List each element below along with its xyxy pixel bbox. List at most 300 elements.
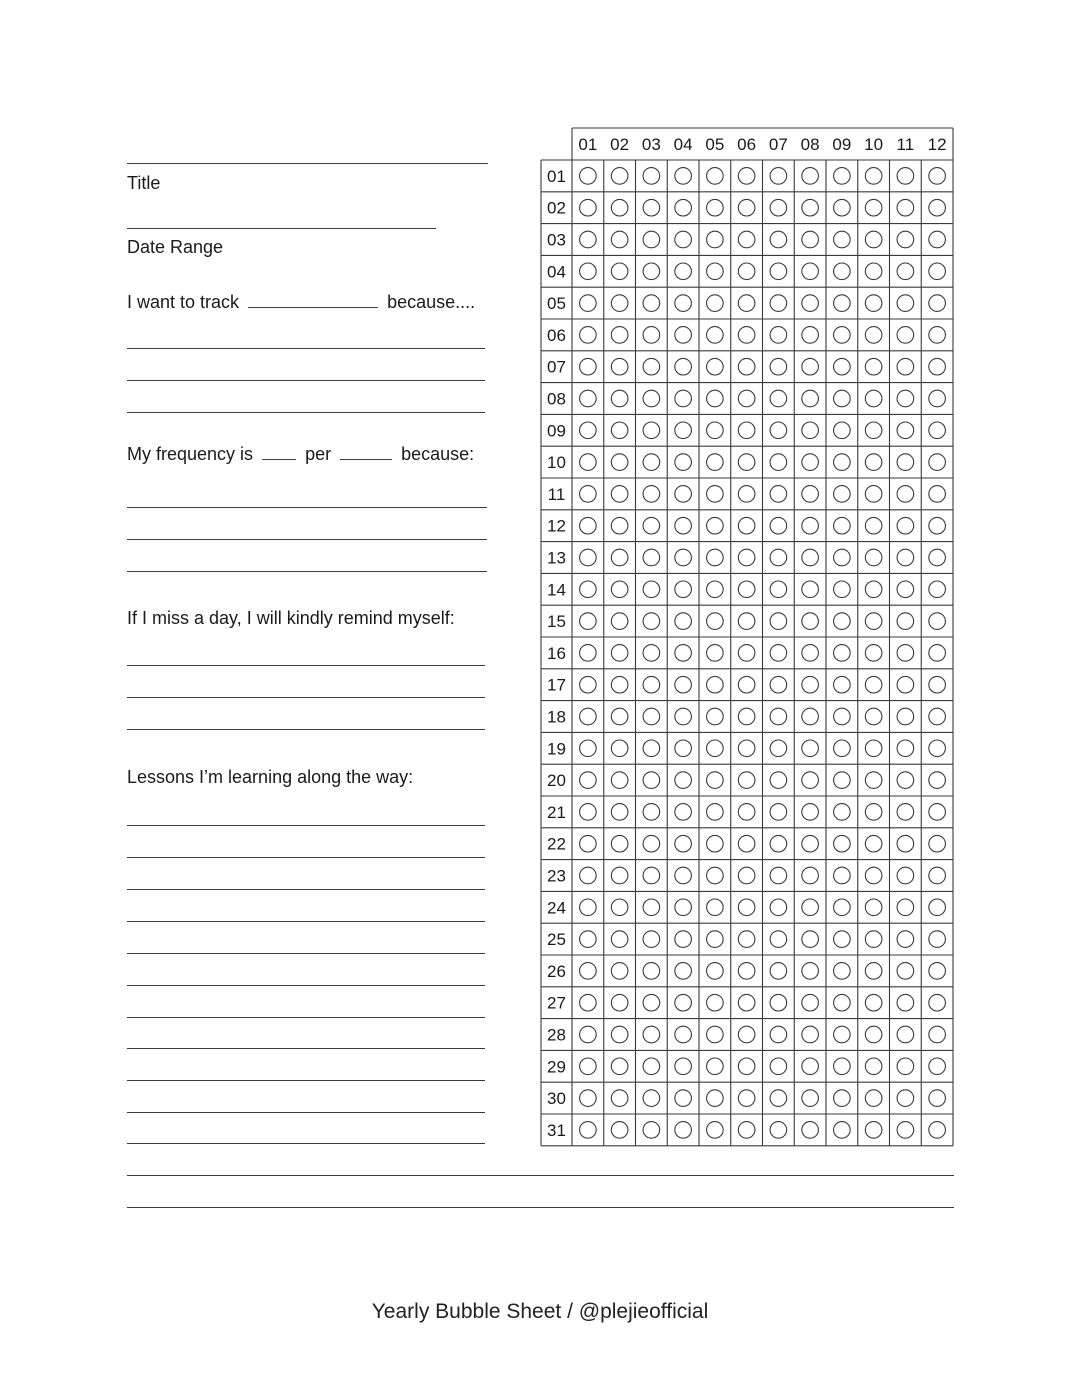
bubble[interactable] xyxy=(643,1090,660,1107)
bubble[interactable] xyxy=(897,199,914,216)
bubble[interactable] xyxy=(707,581,724,598)
bubble[interactable] xyxy=(580,963,597,980)
bubble[interactable] xyxy=(738,422,755,439)
bubble[interactable] xyxy=(929,1122,946,1139)
bubble[interactable] xyxy=(865,613,882,630)
bubble[interactable] xyxy=(675,327,692,344)
bubble[interactable] xyxy=(580,549,597,566)
bubble[interactable] xyxy=(580,1026,597,1043)
bubble[interactable] xyxy=(834,708,851,725)
bubble[interactable] xyxy=(611,199,628,216)
bubble[interactable] xyxy=(834,263,851,280)
bubble[interactable] xyxy=(865,549,882,566)
bubble[interactable] xyxy=(738,517,755,534)
bubble[interactable] xyxy=(770,835,787,852)
bubble[interactable] xyxy=(897,835,914,852)
bubble[interactable] xyxy=(675,517,692,534)
bubble[interactable] xyxy=(707,295,724,312)
bubble[interactable] xyxy=(865,645,882,662)
bubble[interactable] xyxy=(675,613,692,630)
bubble[interactable] xyxy=(707,1090,724,1107)
bubble[interactable] xyxy=(770,263,787,280)
bubble[interactable] xyxy=(707,263,724,280)
bubble[interactable] xyxy=(707,486,724,503)
bubble[interactable] xyxy=(929,231,946,248)
bubble[interactable] xyxy=(643,835,660,852)
bubble[interactable] xyxy=(611,645,628,662)
bubble[interactable] xyxy=(707,835,724,852)
bubble[interactable] xyxy=(580,358,597,375)
bubble[interactable] xyxy=(675,581,692,598)
bubble[interactable] xyxy=(802,295,819,312)
bubble[interactable] xyxy=(897,390,914,407)
bubble[interactable] xyxy=(834,676,851,693)
bubble[interactable] xyxy=(865,708,882,725)
bubble[interactable] xyxy=(675,899,692,916)
bubble[interactable] xyxy=(929,517,946,534)
bubble[interactable] xyxy=(611,327,628,344)
bubble[interactable] xyxy=(611,263,628,280)
bubble[interactable] xyxy=(675,1090,692,1107)
bubble[interactable] xyxy=(770,963,787,980)
bubble[interactable] xyxy=(802,994,819,1011)
bubble[interactable] xyxy=(707,358,724,375)
bubble[interactable] xyxy=(643,1026,660,1043)
bubble[interactable] xyxy=(738,199,755,216)
bubble[interactable] xyxy=(675,994,692,1011)
bubble[interactable] xyxy=(580,422,597,439)
bubble[interactable] xyxy=(611,390,628,407)
bubble[interactable] xyxy=(580,645,597,662)
bubble[interactable] xyxy=(580,486,597,503)
bubble[interactable] xyxy=(865,295,882,312)
bubble[interactable] xyxy=(897,581,914,598)
bubble[interactable] xyxy=(865,835,882,852)
bubble[interactable] xyxy=(802,613,819,630)
bubble[interactable] xyxy=(865,581,882,598)
bubble[interactable] xyxy=(643,295,660,312)
bubble[interactable] xyxy=(707,708,724,725)
bubble[interactable] xyxy=(802,581,819,598)
bubble[interactable] xyxy=(834,963,851,980)
bubble[interactable] xyxy=(675,835,692,852)
bubble[interactable] xyxy=(834,1090,851,1107)
bubble[interactable] xyxy=(611,231,628,248)
bubble[interactable] xyxy=(770,168,787,185)
bubble[interactable] xyxy=(929,454,946,471)
bubble[interactable] xyxy=(865,327,882,344)
bubble[interactable] xyxy=(834,168,851,185)
bubble[interactable] xyxy=(738,931,755,948)
bubble[interactable] xyxy=(675,358,692,375)
bubble[interactable] xyxy=(865,772,882,789)
bubble[interactable] xyxy=(834,199,851,216)
bubble[interactable] xyxy=(643,676,660,693)
bubble[interactable] xyxy=(834,454,851,471)
bubble[interactable] xyxy=(834,390,851,407)
bubble[interactable] xyxy=(770,804,787,821)
bubble[interactable] xyxy=(770,295,787,312)
bubble[interactable] xyxy=(897,486,914,503)
bubble[interactable] xyxy=(770,613,787,630)
bubble[interactable] xyxy=(675,231,692,248)
bubble[interactable] xyxy=(643,263,660,280)
bubble[interactable] xyxy=(580,740,597,757)
bubble[interactable] xyxy=(580,676,597,693)
bubble[interactable] xyxy=(738,327,755,344)
bubble[interactable] xyxy=(802,231,819,248)
bubble[interactable] xyxy=(611,486,628,503)
bubble[interactable] xyxy=(802,804,819,821)
bubble[interactable] xyxy=(865,740,882,757)
bubble[interactable] xyxy=(770,199,787,216)
bubble[interactable] xyxy=(897,231,914,248)
bubble[interactable] xyxy=(929,708,946,725)
bubble[interactable] xyxy=(929,168,946,185)
bubble[interactable] xyxy=(897,963,914,980)
bubble[interactable] xyxy=(643,486,660,503)
bubble[interactable] xyxy=(929,740,946,757)
bubble[interactable] xyxy=(738,1026,755,1043)
bubble[interactable] xyxy=(865,1090,882,1107)
bubble[interactable] xyxy=(675,1026,692,1043)
bubble[interactable] xyxy=(770,676,787,693)
bubble[interactable] xyxy=(738,740,755,757)
bubble[interactable] xyxy=(802,899,819,916)
bubble[interactable] xyxy=(770,231,787,248)
bubble[interactable] xyxy=(580,835,597,852)
bubble[interactable] xyxy=(738,708,755,725)
bubble[interactable] xyxy=(770,740,787,757)
bubble[interactable] xyxy=(643,168,660,185)
bubble[interactable] xyxy=(929,549,946,566)
bubble[interactable] xyxy=(897,994,914,1011)
bubble[interactable] xyxy=(611,1090,628,1107)
bubble[interactable] xyxy=(643,1058,660,1075)
bubble[interactable] xyxy=(865,1122,882,1139)
bubble[interactable] xyxy=(834,931,851,948)
bubble[interactable] xyxy=(580,1122,597,1139)
bubble[interactable] xyxy=(611,740,628,757)
bubble[interactable] xyxy=(580,613,597,630)
bubble[interactable] xyxy=(580,168,597,185)
bubble[interactable] xyxy=(802,486,819,503)
bubble[interactable] xyxy=(834,1122,851,1139)
bubble[interactable] xyxy=(770,581,787,598)
bubble[interactable] xyxy=(707,327,724,344)
bubble[interactable] xyxy=(580,931,597,948)
bubble[interactable] xyxy=(802,835,819,852)
bubble[interactable] xyxy=(738,454,755,471)
bubble[interactable] xyxy=(865,899,882,916)
bubble[interactable] xyxy=(675,390,692,407)
bubble[interactable] xyxy=(802,931,819,948)
bubble[interactable] xyxy=(929,994,946,1011)
bubble[interactable] xyxy=(643,994,660,1011)
bubble[interactable] xyxy=(643,231,660,248)
bubble[interactable] xyxy=(738,295,755,312)
bubble[interactable] xyxy=(580,867,597,884)
bubble[interactable] xyxy=(738,899,755,916)
bubble[interactable] xyxy=(897,804,914,821)
bubble[interactable] xyxy=(675,549,692,566)
bubble[interactable] xyxy=(611,867,628,884)
bubble[interactable] xyxy=(643,454,660,471)
bubble[interactable] xyxy=(611,1058,628,1075)
bubble[interactable] xyxy=(865,263,882,280)
bubble[interactable] xyxy=(738,613,755,630)
bubble[interactable] xyxy=(707,963,724,980)
bubble[interactable] xyxy=(643,199,660,216)
bubble[interactable] xyxy=(611,454,628,471)
bubble[interactable] xyxy=(802,168,819,185)
bubble[interactable] xyxy=(580,327,597,344)
bubble[interactable] xyxy=(643,581,660,598)
bubble[interactable] xyxy=(738,645,755,662)
bubble[interactable] xyxy=(865,517,882,534)
bubble[interactable] xyxy=(897,740,914,757)
bubble[interactable] xyxy=(580,994,597,1011)
bubble[interactable] xyxy=(707,645,724,662)
bubble[interactable] xyxy=(580,708,597,725)
bubble[interactable] xyxy=(929,390,946,407)
bubble[interactable] xyxy=(643,517,660,534)
bubble[interactable] xyxy=(802,327,819,344)
bubble[interactable] xyxy=(929,804,946,821)
bubble[interactable] xyxy=(707,931,724,948)
bubble[interactable] xyxy=(770,517,787,534)
bubble[interactable] xyxy=(611,422,628,439)
bubble[interactable] xyxy=(897,931,914,948)
bubble[interactable] xyxy=(738,835,755,852)
bubble[interactable] xyxy=(707,517,724,534)
bubble[interactable] xyxy=(738,867,755,884)
bubble[interactable] xyxy=(675,676,692,693)
bubble[interactable] xyxy=(929,327,946,344)
bubble[interactable] xyxy=(802,263,819,280)
bubble[interactable] xyxy=(580,231,597,248)
bubble[interactable] xyxy=(611,899,628,916)
bubble[interactable] xyxy=(738,168,755,185)
bubble[interactable] xyxy=(707,1058,724,1075)
bubble[interactable] xyxy=(770,1122,787,1139)
bubble[interactable] xyxy=(865,804,882,821)
bubble[interactable] xyxy=(611,963,628,980)
bubble[interactable] xyxy=(834,740,851,757)
bubble[interactable] xyxy=(675,867,692,884)
bubble[interactable] xyxy=(611,168,628,185)
bubble[interactable] xyxy=(834,517,851,534)
bubble[interactable] xyxy=(770,454,787,471)
bubble[interactable] xyxy=(897,1026,914,1043)
bubble[interactable] xyxy=(643,708,660,725)
bubble[interactable] xyxy=(802,963,819,980)
bubble[interactable] xyxy=(834,327,851,344)
bubble[interactable] xyxy=(865,994,882,1011)
bubble[interactable] xyxy=(738,804,755,821)
bubble[interactable] xyxy=(707,772,724,789)
bubble[interactable] xyxy=(834,581,851,598)
bubble[interactable] xyxy=(738,772,755,789)
bubble[interactable] xyxy=(738,1090,755,1107)
bubble[interactable] xyxy=(865,422,882,439)
bubble[interactable] xyxy=(675,263,692,280)
bubble[interactable] xyxy=(675,1058,692,1075)
bubble[interactable] xyxy=(802,867,819,884)
bubble[interactable] xyxy=(611,835,628,852)
bubble[interactable] xyxy=(770,1026,787,1043)
bubble[interactable] xyxy=(770,549,787,566)
bubble[interactable] xyxy=(929,263,946,280)
bubble[interactable] xyxy=(834,358,851,375)
bubble[interactable] xyxy=(865,390,882,407)
bubble[interactable] xyxy=(897,327,914,344)
bubble[interactable] xyxy=(643,390,660,407)
bubble[interactable] xyxy=(865,963,882,980)
bubble[interactable] xyxy=(802,1122,819,1139)
bubble[interactable] xyxy=(738,358,755,375)
bubble[interactable] xyxy=(707,199,724,216)
bubble[interactable] xyxy=(675,804,692,821)
bubble[interactable] xyxy=(738,994,755,1011)
bubble[interactable] xyxy=(675,740,692,757)
bubble[interactable] xyxy=(929,835,946,852)
bubble[interactable] xyxy=(897,168,914,185)
bubble[interactable] xyxy=(929,867,946,884)
bubble[interactable] xyxy=(675,931,692,948)
bubble[interactable] xyxy=(738,1122,755,1139)
bubble[interactable] xyxy=(802,422,819,439)
bubble[interactable] xyxy=(707,549,724,566)
bubble[interactable] xyxy=(802,708,819,725)
bubble[interactable] xyxy=(580,804,597,821)
bubble[interactable] xyxy=(897,772,914,789)
bubble[interactable] xyxy=(802,740,819,757)
bubble[interactable] xyxy=(802,1026,819,1043)
bubble[interactable] xyxy=(675,199,692,216)
bubble[interactable] xyxy=(738,676,755,693)
bubble[interactable] xyxy=(675,772,692,789)
bubble[interactable] xyxy=(707,1026,724,1043)
bubble[interactable] xyxy=(675,295,692,312)
bubble[interactable] xyxy=(707,740,724,757)
bubble[interactable] xyxy=(580,899,597,916)
bubble[interactable] xyxy=(929,486,946,503)
bubble[interactable] xyxy=(580,390,597,407)
bubble[interactable] xyxy=(929,581,946,598)
bubble[interactable] xyxy=(675,168,692,185)
bubble[interactable] xyxy=(802,454,819,471)
bubble[interactable] xyxy=(834,772,851,789)
bubble[interactable] xyxy=(643,899,660,916)
bubble[interactable] xyxy=(834,899,851,916)
bubble[interactable] xyxy=(675,1122,692,1139)
bubble[interactable] xyxy=(865,454,882,471)
bubble[interactable] xyxy=(834,549,851,566)
bubble[interactable] xyxy=(643,422,660,439)
bubble[interactable] xyxy=(897,708,914,725)
bubble[interactable] xyxy=(865,1058,882,1075)
bubble[interactable] xyxy=(707,613,724,630)
bubble[interactable] xyxy=(929,613,946,630)
bubble[interactable] xyxy=(929,772,946,789)
bubble[interactable] xyxy=(897,422,914,439)
bubble[interactable] xyxy=(897,1090,914,1107)
bubble[interactable] xyxy=(643,327,660,344)
bubble[interactable] xyxy=(897,867,914,884)
bubble[interactable] xyxy=(770,899,787,916)
bubble[interactable] xyxy=(834,645,851,662)
bubble[interactable] xyxy=(611,1026,628,1043)
bubble[interactable] xyxy=(897,358,914,375)
bubble[interactable] xyxy=(802,676,819,693)
bubble[interactable] xyxy=(865,676,882,693)
bubble[interactable] xyxy=(675,645,692,662)
bubble[interactable] xyxy=(643,549,660,566)
bubble[interactable] xyxy=(929,1026,946,1043)
bubble[interactable] xyxy=(802,1090,819,1107)
bubble[interactable] xyxy=(738,231,755,248)
bubble[interactable] xyxy=(834,867,851,884)
bubble[interactable] xyxy=(738,1058,755,1075)
bubble[interactable] xyxy=(770,708,787,725)
bubble[interactable] xyxy=(929,295,946,312)
bubble[interactable] xyxy=(611,581,628,598)
bubble[interactable] xyxy=(580,517,597,534)
bubble[interactable] xyxy=(611,517,628,534)
bubble[interactable] xyxy=(643,645,660,662)
bubble[interactable] xyxy=(834,486,851,503)
bubble[interactable] xyxy=(770,867,787,884)
bubble[interactable] xyxy=(897,676,914,693)
bubble[interactable] xyxy=(580,581,597,598)
bubble[interactable] xyxy=(611,804,628,821)
bubble[interactable] xyxy=(770,486,787,503)
bubble[interactable] xyxy=(675,454,692,471)
bubble[interactable] xyxy=(770,772,787,789)
bubble[interactable] xyxy=(738,581,755,598)
bubble[interactable] xyxy=(580,1058,597,1075)
bubble[interactable] xyxy=(929,1090,946,1107)
bubble[interactable] xyxy=(897,613,914,630)
bubble[interactable] xyxy=(738,486,755,503)
bubble[interactable] xyxy=(865,231,882,248)
bubble[interactable] xyxy=(707,1122,724,1139)
bubble[interactable] xyxy=(738,263,755,280)
bubble[interactable] xyxy=(643,867,660,884)
bubble[interactable] xyxy=(675,963,692,980)
bubble[interactable] xyxy=(897,549,914,566)
bubble[interactable] xyxy=(611,708,628,725)
bubble[interactable] xyxy=(897,517,914,534)
bubble[interactable] xyxy=(707,454,724,471)
bubble[interactable] xyxy=(770,1058,787,1075)
bubble[interactable] xyxy=(770,358,787,375)
bubble[interactable] xyxy=(802,358,819,375)
bubble[interactable] xyxy=(802,772,819,789)
bubble[interactable] xyxy=(611,295,628,312)
bubble[interactable] xyxy=(707,390,724,407)
bubble[interactable] xyxy=(865,1026,882,1043)
bubble[interactable] xyxy=(834,231,851,248)
bubble[interactable] xyxy=(707,676,724,693)
bubble[interactable] xyxy=(770,994,787,1011)
bubble[interactable] xyxy=(611,772,628,789)
bubble[interactable] xyxy=(707,231,724,248)
bubble[interactable] xyxy=(580,295,597,312)
bubble[interactable] xyxy=(834,295,851,312)
bubble[interactable] xyxy=(897,263,914,280)
